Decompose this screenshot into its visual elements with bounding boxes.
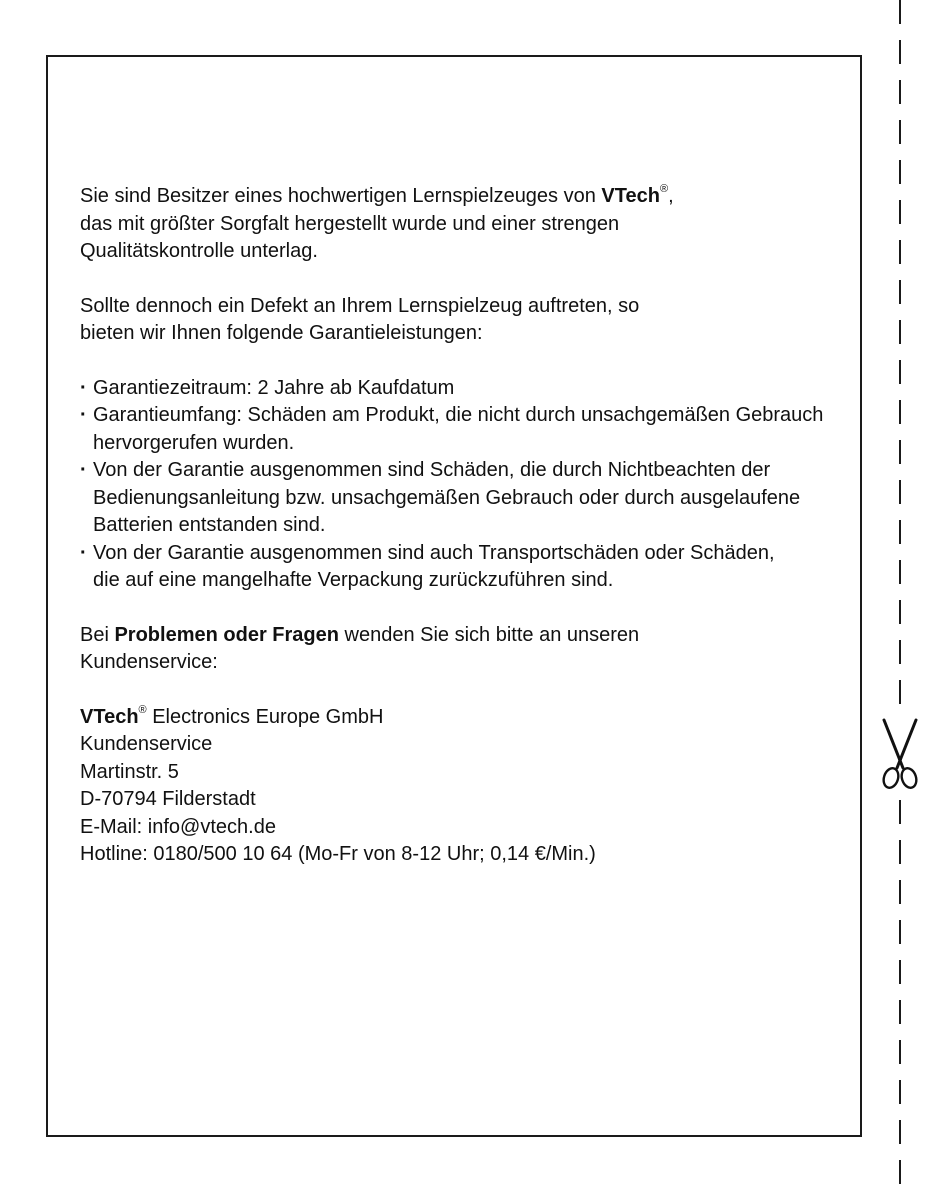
list-item: · Garantieumfang: Schäden am Produkt, die nicht durch unsachgemäßen Gebrauch hervorgerufen wurden. [80, 402, 828, 457]
address-email: E-Mail: info@vtech.de [80, 815, 276, 838]
address-block [80, 704, 840, 869]
defect-line-1: Sollte dennoch ein Defekt an Ihrem Lernspielzeug auftreten, so [80, 294, 640, 317]
address-department: Kundenservice [80, 733, 213, 755]
warranty-text [80, 183, 840, 869]
contact-paragraph [80, 622, 840, 677]
contact-prefix: Bei [80, 623, 115, 646]
scissors-icon [878, 716, 922, 794]
address-brand: VTech [80, 705, 139, 728]
warranty-conditions-list [80, 375, 840, 595]
intro-registered: ® [659, 183, 669, 196]
cut-line [899, 0, 901, 1195]
contact-bold: Problemen oder Fragen [114, 623, 339, 646]
intro-comma: , [668, 185, 674, 207]
contact-suffix: wenden Sie sich bitte an unseren [338, 623, 640, 646]
address-registered: ® [138, 703, 147, 716]
defect-paragraph [80, 293, 840, 348]
contact-line-2: Kundenservice: [80, 651, 218, 673]
intro-paragraph [80, 183, 840, 266]
intro-brand: VTech [601, 185, 660, 207]
company-name [80, 704, 840, 732]
intro-text: Sie sind Besitzer eines hochwertigen Lernspielzeuges von [80, 185, 602, 207]
defect-line-2: bieten wir Ihnen folgende Garantieleistungen: [80, 322, 483, 344]
intro-line-3: Qualitätskontrolle unterlag. [80, 240, 318, 262]
list-item: · Von der Garantie ausgenommen sind auch Transportschäden oder Schäden, die auf eine mangelhafte Verpackung zurückzuführen sind. [80, 540, 798, 595]
address-company: Electronics Europe GmbH [146, 705, 384, 728]
intro-line-2: das mit größter Sorgfalt hergestellt wurde und einer strengen [80, 212, 620, 235]
address-hotline: Hotline: 0180/500 10 64 (Mo-Fr von 8-12 Uhr; 0,14 €/Min.) [80, 843, 596, 865]
list-item: · Von der Garantie ausgenommen sind Schäden, die durch Nichtbeachten der Bedienungsanleitung bzw. unsachgemäßen Gebrauch oder durch ausgelaufene Batterien entstanden sind. [80, 457, 838, 540]
list-item: · Garantiezeitraum: 2 Jahre ab Kaufdatum [80, 375, 840, 403]
address-street: Martinstr. 5 [80, 760, 179, 783]
address-city: D-70794 Filderstadt [80, 788, 256, 810]
